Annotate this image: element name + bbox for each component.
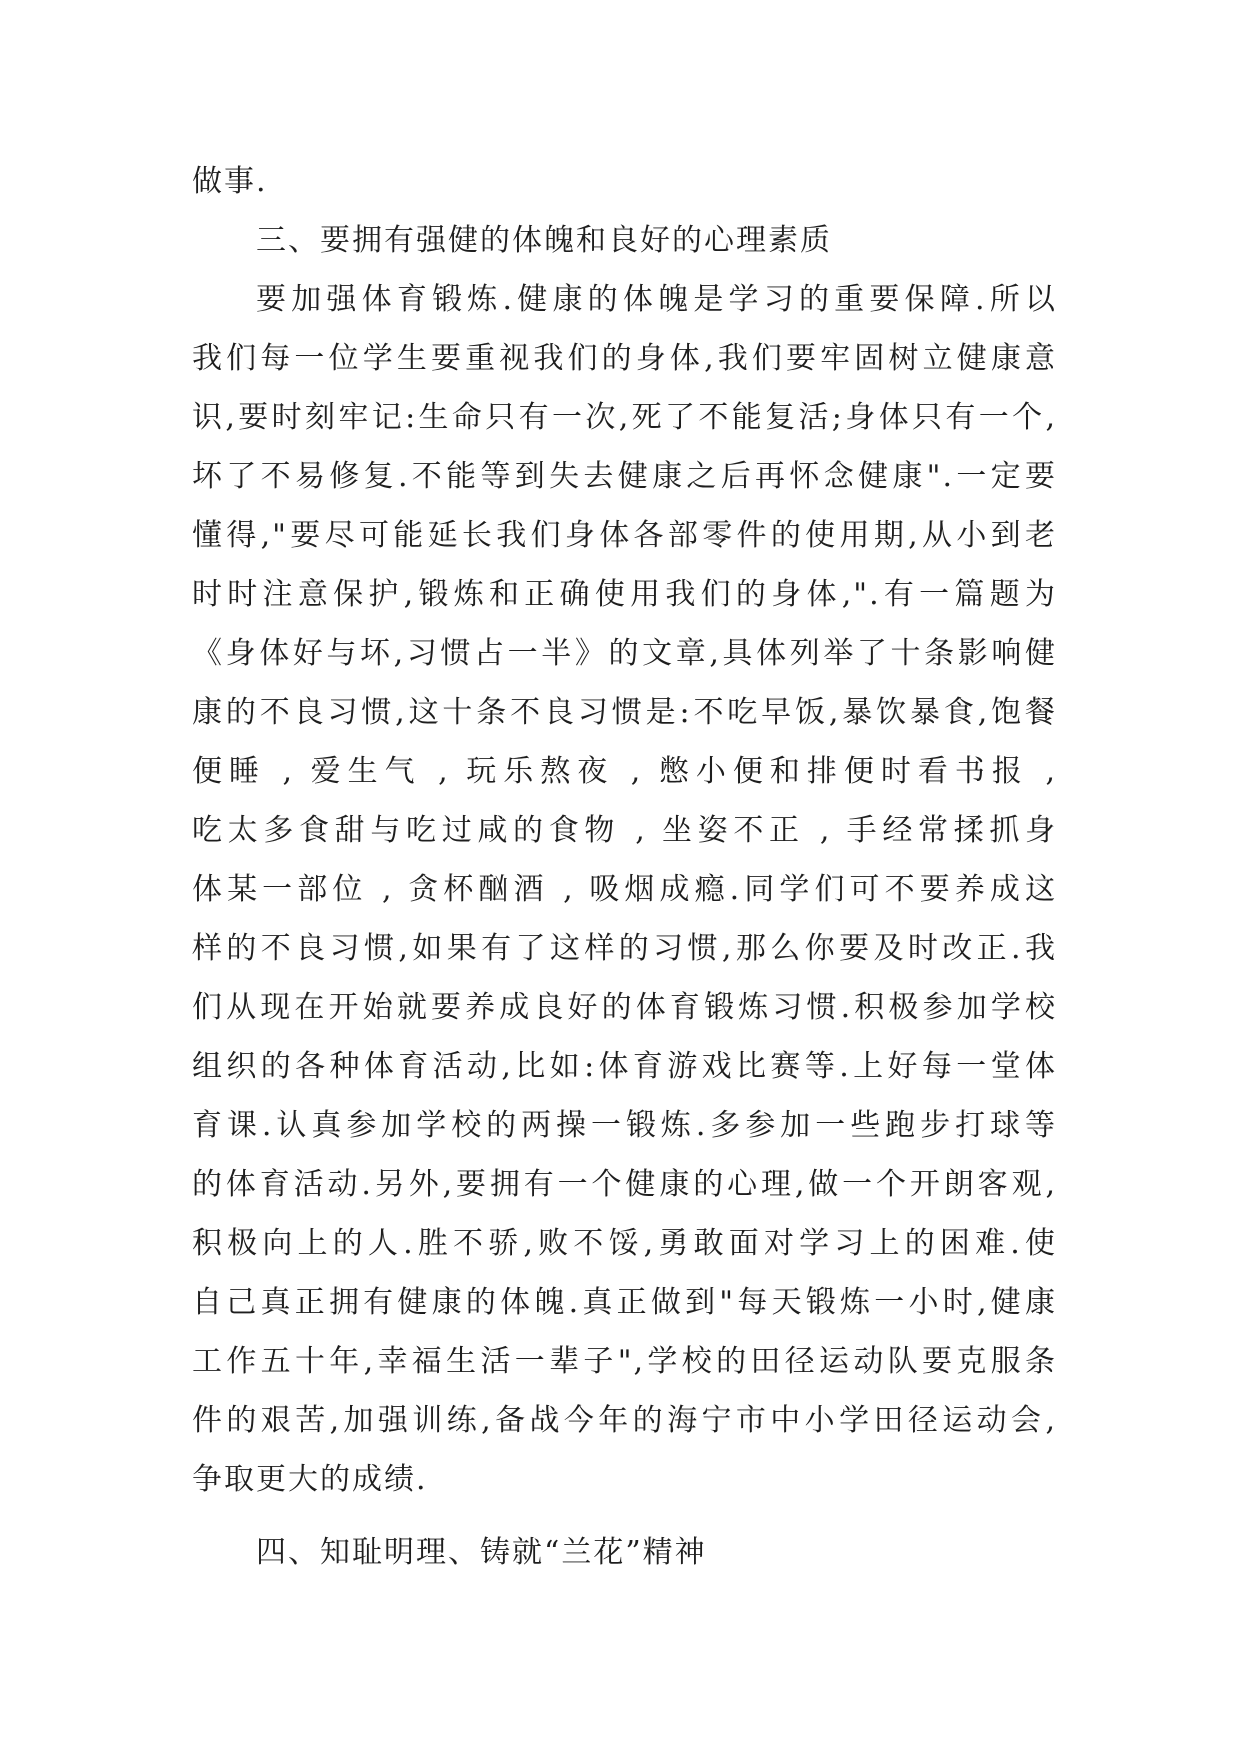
paragraph-line: 件的艰苦,加强训练,备战今年的海宁市中小学田径运动会,	[192, 1403, 1057, 1438]
paragraph-line: 样的不良习惯,如果有了这样的习惯,那么你要及时改正.我	[192, 931, 1057, 966]
paragraph-line: 懂得,"要尽可能延长我们身体各部零件的使用期,从小到老	[192, 518, 1057, 553]
paragraph-line: 识,要时刻牢记:生命只有一次,死了不能复活;身体只有一个,	[192, 400, 1057, 435]
paragraph-line: 自己真正拥有健康的体魄.真正做到"每天锻炼一小时,健康	[192, 1285, 1057, 1320]
paragraph-line: 坏了不易修复.不能等到失去健康之后再怀念健康".一定要	[192, 459, 1057, 494]
paragraph-line: 我们每一位学生要重视我们的身体,我们要牢固树立健康意	[192, 341, 1057, 376]
paragraph-line: 的体育活动.另外,要拥有一个健康的心理,做一个开朗客观,	[192, 1167, 1057, 1202]
paragraph-line: 要加强体育锻炼.健康的体魄是学习的重要保障.所以	[256, 282, 1057, 317]
paragraph-line: 工作五十年,幸福生活一辈子",学校的田径运动队要克服条	[192, 1344, 1057, 1379]
paragraph-line: 便睡 , 爱生气 , 玩乐熬夜 , 憋小便和排便时看书报 ,	[192, 754, 1057, 789]
paragraph-line: 积极向上的人.胜不骄,败不馁,勇敢面对学习上的困难.使	[192, 1226, 1057, 1261]
paragraph-line: 吃太多食甜与吃过咸的食物 , 坐姿不正 , 手经常揉抓身	[192, 813, 1057, 848]
opening-line: 做事.	[192, 164, 268, 199]
section-heading-3: 三、要拥有强健的体魄和良好的心理素质	[256, 223, 832, 258]
document-body	[192, 152, 1057, 1582]
paragraph-line: 康的不良习惯,这十条不良习惯是:不吃早饭,暴饮暴食,饱餐	[192, 695, 1057, 730]
section-heading-4: 四、知耻明理、铸就“兰花”精神	[256, 1535, 707, 1570]
paragraph-line: 争取更大的成绩.	[192, 1462, 428, 1497]
paragraph-line: 组织的各种体育活动,比如:体育游戏比赛等.上好每一堂体	[192, 1049, 1057, 1084]
paragraph-line: 们从现在开始就要养成良好的体育锻炼习惯.积极参加学校	[192, 990, 1057, 1025]
paragraph-physical-fitness	[192, 270, 1057, 1509]
paragraph-line: 《身体好与坏,习惯占一半》的文章,具体列举了十条影响健	[192, 636, 1057, 671]
paragraph-line: 时时注意保护,锻炼和正确使用我们的身体,".有一篇题为	[192, 577, 1057, 612]
paragraph-line: 育课.认真参加学校的两操一锻炼.多参加一些跑步打球等	[192, 1108, 1057, 1143]
paragraph-line: 体某一部位 , 贪杯酗酒 , 吸烟成瘾.同学们可不要养成这	[192, 872, 1057, 907]
